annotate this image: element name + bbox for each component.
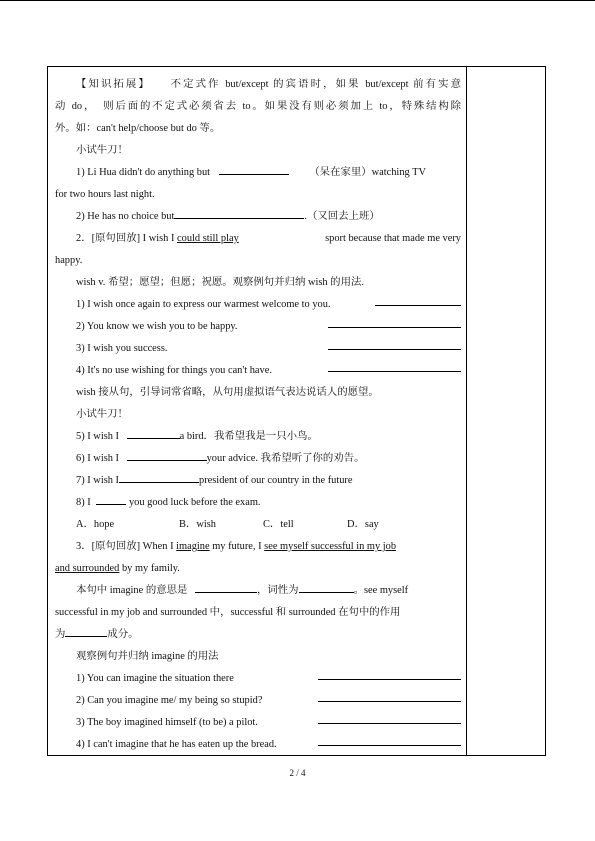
wish-example-text: 4) It's no use wishing for things you can't have.: [76, 365, 272, 376]
wish-note: wish 接从句，引导词常省略，从句用虚拟语气表达说话人的愿望。: [76, 387, 379, 398]
knowledge-ext-line2: 动 do， 则后面的不定式必须省去 to。如果没有则必须加上 to，特殊结构除: [55, 101, 461, 112]
section2-title-continued: happy.: [55, 255, 83, 266]
question-2-prefix: 2) He has no choice but: [76, 211, 175, 222]
answer-blank[interactable]: [328, 338, 461, 350]
section2-title-prefix: 2．[原句回放] I wish I: [76, 233, 178, 244]
wish-example: [55, 338, 461, 360]
try-title-2: 小试牛刀！: [76, 409, 128, 420]
question-6-prefix: 6) I wish I: [76, 453, 119, 464]
question-2-suffix: .（又回去上班）: [304, 211, 380, 222]
question-2: [55, 206, 461, 228]
wish-example: [55, 294, 461, 316]
question-6-suffix: your advice. 我希望听了你的劝告。: [206, 453, 365, 464]
imagine-question-line3-prefix: 为: [55, 629, 66, 640]
section2-title-underlined: could still play: [177, 233, 239, 244]
option-a[interactable]: A．hope: [76, 519, 115, 530]
question-8: [55, 492, 461, 514]
option-d[interactable]: D．say: [347, 519, 379, 530]
question-7-prefix: 7) I wish I: [76, 475, 119, 486]
option-b[interactable]: B．wish: [179, 519, 216, 530]
imagine-question-line3-suffix: 成分。: [107, 629, 139, 640]
answer-blank[interactable]: [318, 734, 461, 746]
answer-blank[interactable]: [219, 163, 289, 175]
question-8-options: [55, 514, 461, 536]
imagine-example: [55, 734, 461, 756]
page-number: 2 / 4: [289, 768, 306, 778]
question-1: [55, 162, 461, 184]
wish-example-text: 2) You know we wish you to be happy.: [76, 321, 238, 332]
section2-title-suffix: sport because that made me very: [325, 233, 461, 244]
wish-example-text: 1) I wish once again to express our warmest welcome to you.: [76, 299, 331, 310]
imagine-example-text: 2) Can you imagine me/ my being so stupid?: [76, 695, 263, 706]
wish-definition: wish v. 希望；愿望；但愿；祝愿。观察例句并归纳 wish 的用法.: [76, 277, 364, 288]
section3-title-continued: [55, 558, 461, 580]
answer-blank[interactable]: [375, 294, 461, 306]
imagine-question-part-c: 。see myself: [353, 585, 409, 596]
question-5: [55, 426, 461, 448]
imagine-question-part-b: ，词性为: [257, 585, 299, 596]
answer-blank[interactable]: [328, 360, 461, 372]
section3-title-underlined-1: imagine: [176, 541, 210, 552]
knowledge-ext-line3: 外。如：can't help/choose but do 等。: [55, 123, 221, 134]
imagine-question-line2: successful in my job and surrounded 中，successful 和 surrounded 在句中的作用: [55, 607, 401, 618]
question-7-suffix: president of our country in the future: [199, 475, 353, 486]
option-c[interactable]: C．tell: [263, 519, 294, 530]
column-divider: [466, 66, 467, 756]
answer-blank[interactable]: [299, 581, 354, 593]
main-content: [55, 74, 461, 756]
answer-blank[interactable]: [174, 207, 304, 219]
section3-title: [55, 536, 461, 558]
wish-example-text: 3) I wish you success.: [76, 343, 168, 354]
question-6: [55, 448, 461, 470]
imagine-question: [55, 580, 461, 602]
answer-blank[interactable]: [328, 316, 461, 328]
answer-blank[interactable]: [127, 449, 207, 461]
answer-blank[interactable]: [318, 668, 461, 680]
knowledge-ext-line1: 【知识拓展】 不定式作 but/except 的宾语时，如果 but/except 前有实意: [76, 79, 461, 90]
question-5-suffix: a bird．我希望我是一只小鸟。: [179, 431, 318, 442]
try-title-1: 小试牛刀！: [76, 145, 128, 156]
question-1-suffix: （呆在家里）watching TV: [309, 167, 426, 178]
imagine-example-text: 4) I can't imagine that he has eaten up the bread.: [76, 739, 277, 750]
question-8-prefix: 8) I: [76, 497, 91, 508]
imagine-example: [55, 668, 461, 690]
question-5-prefix: 5) I wish I: [76, 431, 119, 442]
imagine-observe: 观察例句并归纳 imagine 的用法: [76, 651, 219, 662]
imagine-example-text: 3) The boy imagined himself (to be) a pilot.: [76, 717, 258, 728]
imagine-example: [55, 712, 461, 734]
imagine-question-line3: [55, 624, 461, 646]
question-1-prefix: 1) Li Hua didn't do anything but: [76, 167, 211, 178]
section3-title-prefix: 3．[原句回放] When I: [76, 541, 177, 552]
answer-blank[interactable]: [96, 493, 126, 505]
question-8-suffix: you good luck before the exam.: [128, 497, 261, 508]
answer-blank[interactable]: [195, 581, 257, 593]
answer-blank[interactable]: [65, 625, 107, 637]
imagine-question-part-a: 本句中 imagine 的意思是: [76, 585, 188, 596]
question-7: [55, 470, 461, 492]
section3-title-underlined-2: see myself successful in my job: [264, 541, 397, 552]
section3-title-suffix: by my family.: [119, 563, 180, 574]
question-1-continued: for two hours last night.: [55, 189, 155, 200]
wish-example: [55, 316, 461, 338]
wish-example: [55, 360, 461, 382]
imagine-example-text: 1) You can imagine the situation there: [76, 673, 234, 684]
section3-title-underlined-3: and surrounded: [55, 563, 120, 574]
section3-title-middle: my future, I: [209, 541, 265, 552]
section2-title: [55, 228, 461, 250]
imagine-example: [55, 690, 461, 712]
answer-blank[interactable]: [127, 427, 180, 439]
answer-blank[interactable]: [318, 712, 461, 724]
answer-blank[interactable]: [318, 690, 461, 702]
top-rule: [0, 0, 595, 1]
answer-blank[interactable]: [119, 471, 199, 483]
